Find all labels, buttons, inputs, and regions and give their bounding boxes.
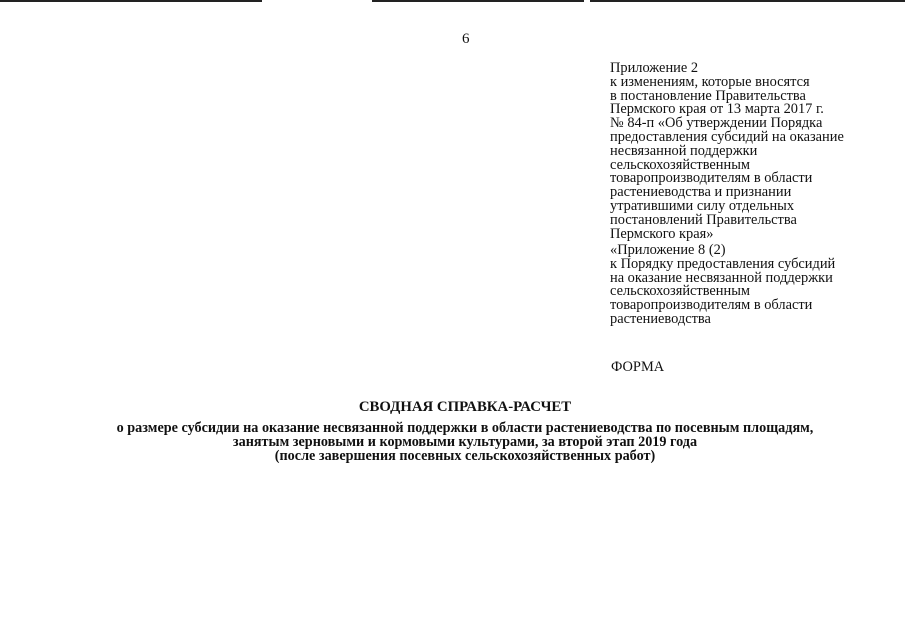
appendix-line: предоставления субсидий на оказание bbox=[610, 128, 844, 145]
appendix-line: утратившими силу отдельных bbox=[610, 197, 795, 214]
appendix-line: постановлений Правительства bbox=[610, 211, 797, 228]
appendix-line: на оказание несвязанной поддержки bbox=[610, 269, 833, 286]
appendix-line: сельскохозяйственным bbox=[610, 156, 750, 173]
appendix-8-heading bbox=[610, 244, 870, 327]
appendix-line: «Приложение 8 (2) bbox=[610, 242, 726, 258]
appendix-line: Приложение 2 bbox=[610, 60, 699, 76]
appendix-line: растениеводства bbox=[610, 310, 711, 327]
top-edge-rule bbox=[372, 0, 584, 2]
appendix-line: несвязанной поддержки bbox=[610, 142, 758, 159]
appendix-2-heading bbox=[610, 62, 870, 241]
appendix-line: к Порядку предоставления субсидий bbox=[610, 255, 836, 272]
page-number: 6 bbox=[462, 31, 470, 47]
appendix-line: товаропроизводителям в области bbox=[610, 170, 813, 187]
subtitle-line: (после завершения посевных сельскохозяйственных работ) bbox=[274, 447, 656, 464]
form-label: ФОРМА bbox=[611, 359, 665, 375]
subtitle-line: занятым зерновыми и кормовыми культурами, за второй этап 2019 года bbox=[232, 433, 698, 450]
top-edge-rule bbox=[0, 0, 262, 2]
appendix-line: Пермского края от 13 марта 2017 г. bbox=[610, 101, 824, 118]
appendix-line: к изменениям, которые вносятся bbox=[610, 73, 810, 90]
document-title: СВОДНАЯ СПРАВКА-РАСЧЕТ bbox=[358, 399, 572, 415]
subtitle-line: о размере субсидии на оказание несвязанной поддержки в области растениеводства по посевным площадям, bbox=[116, 420, 814, 436]
appendix-line: Пермского края» bbox=[610, 225, 714, 242]
document-subtitle bbox=[0, 422, 905, 463]
top-edge-rule bbox=[590, 0, 905, 2]
appendix-line: сельскохозяйственным bbox=[610, 283, 750, 300]
appendix-line: № 84-п «Об утверждении Порядка bbox=[610, 115, 823, 132]
appendix-line: растениеводства и признании bbox=[610, 184, 792, 201]
appendix-line: в постановление Правительства bbox=[610, 87, 806, 104]
appendix-line: товаропроизводителям в области bbox=[610, 297, 813, 314]
